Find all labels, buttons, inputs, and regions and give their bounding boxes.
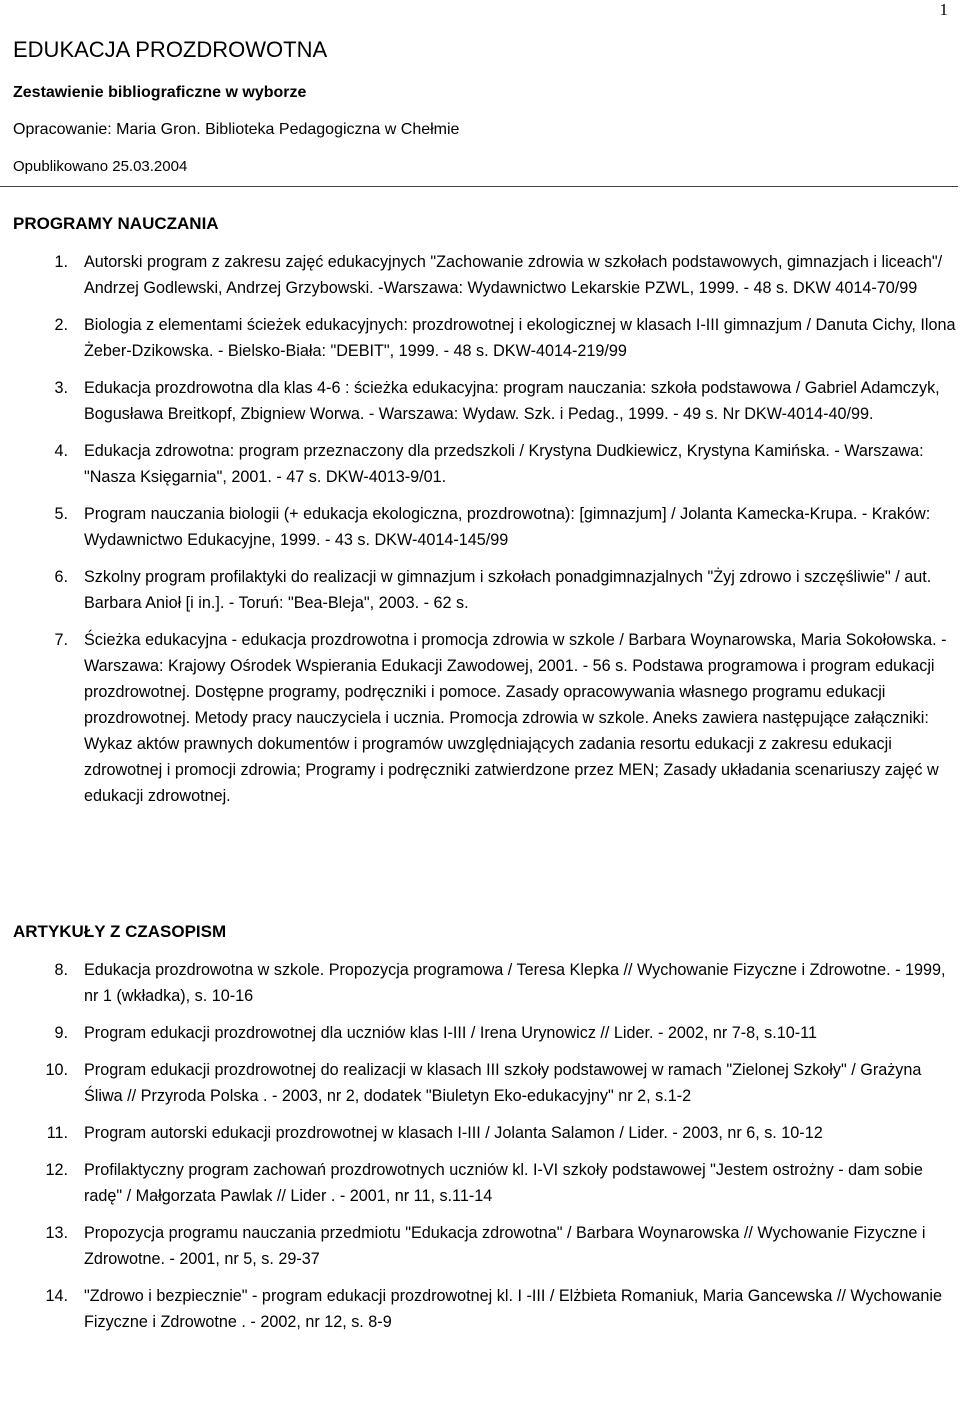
- bibliography-entry: [0, 1120, 960, 1146]
- entry-text: Ścieżka edukacyjna - edukacja prozdrowotna i promocja zdrowia w szkole / Barbara Woynarowska, Maria Sokołowska. - Warszawa: Krajowy Ośrodek Wspierania Edukacji Zawodowej, 2001. - 56 s. Podstawa programowa i program edukacji prozdrowotnej. Dostępne programy, podręczniki i pomoce. Zasady opracowywania własnego programu edukacji prozdrowotnej. Metody pracy nauczyciela i ucznia. Promocja zdrowia w szkole. Aneks zawiera następujące załączniki: Wykaz aktów prawnych dokumentów i programów uwzględniających zadania resortu edukacji z zakresu edukacji zdrowotnej i promocji zdrowia; Programy i podręczniki zatwierdzone przez MEN; Zasady układania scenariuszy zajęć w edukacji zdrowotnej.: [84, 631, 947, 805]
- bibliography-entry: [0, 249, 960, 301]
- bibliography-entry: [0, 1283, 960, 1335]
- entry-number: 4.: [54, 442, 68, 460]
- entry-text: Program edukacji prozdrowotnej dla uczniów klas I-III / Irena Urynowicz // Lider. - 2002, nr 7-8, s.10-11: [84, 1024, 817, 1042]
- bibliography-entry: [0, 501, 960, 553]
- section-heading-articles: ARTYKUŁY Z CZASOPISM: [13, 922, 227, 941]
- entry-number: 1.: [54, 253, 68, 271]
- header-divider: [0, 186, 958, 187]
- bibliography-entry: [0, 564, 960, 616]
- bibliography-entry: [0, 1220, 960, 1272]
- document-subtitle: Zestawienie bibliograficzne w wyborze: [13, 84, 307, 101]
- entry-text: Program autorski edukacji prozdrowotnej w klasach I-III / Jolanta Salamon / Lider. - 2003, nr 6, s. 10-12: [84, 1124, 823, 1142]
- bibliography-entry: [0, 375, 960, 427]
- entry-number: 5.: [54, 505, 68, 523]
- bibliography-list-programs: [0, 249, 960, 820]
- entry-number: 8.: [54, 961, 68, 979]
- bibliography-entry: [0, 627, 960, 809]
- entry-text: Program edukacji prozdrowotnej do realizacji w klasach III szkoły podstawowej w ramach "Zielonej Szkoły" / Grażyna Śliwa // Przyroda Polska . - 2003, nr 2, dodatek "Biuletyn Eko-edukacyjny" nr 2, s.1-2: [84, 1061, 922, 1105]
- bibliography-entry: [0, 312, 960, 364]
- bibliography-entry: [0, 1020, 960, 1046]
- entry-text: "Zdrowo i bezpiecznie" - program edukacji prozdrowotnej kl. I -III / Elżbieta Romaniuk, Maria Gancewska // Wychowanie Fizyczne i Zdrowotne . - 2002, nr 12, s. 8-9: [84, 1287, 942, 1331]
- entry-text: Szkolny program profilaktyki do realizacji w gimnazjum i szkołach ponadgimnazjalnych "Żyj zdrowo i szczęśliwie" / aut. Barbara Anioł [i in.]. - Toruń: "Bea-Bleja", 2003. - 62 s.: [84, 568, 932, 612]
- entry-text: Biologia z elementami ścieżek edukacyjnych: prozdrowotnej i ekologicznej w klasach I-III gimnazjum / Danuta Cichy, Ilona Żeber-Dzikowska. - Bielsko-Biała: "DEBIT", 1999. - 48 s. DKW-4014-219/99: [84, 316, 956, 360]
- entry-text: Autorski program z zakresu zajęć edukacyjnych "Zachowanie zdrowia w szkołach podstawowych, gimnazjach i liceach"/ Andrzej Godlewski, Andrzej Grzybowski. -Warszawa: Wydawnictwo Lekarskie PZWL, 1999. - 48 s. DKW 4014-70/99: [84, 253, 943, 297]
- entry-number: 10.: [45, 1061, 68, 1079]
- bibliography-list-articles: [0, 957, 960, 1346]
- entry-number: 13.: [45, 1224, 68, 1242]
- bibliography-entry: [0, 438, 960, 490]
- entry-number: 2.: [54, 316, 68, 334]
- bibliography-entry: [0, 1057, 960, 1109]
- bibliography-entry: [0, 957, 960, 1009]
- page-number: 1: [939, 0, 948, 19]
- published-date: Opublikowano 25.03.2004: [13, 158, 188, 175]
- entry-number: 14.: [45, 1287, 68, 1305]
- entry-text: Edukacja prozdrowotna dla klas 4-6 : ścieżka edukacyjna: program nauczania: szkoła podstawowa / Gabriel Adamczyk, Bogusława Breitkopf, Zbigniew Worwa. - Warszawa: Wydaw. Szk. i Pedag., 1999. - 49 s. Nr DKW-4014-40/99.: [84, 379, 940, 423]
- entry-text: Program nauczania biologii (+ edukacja ekologiczna, prozdrowotna): [gimnazjum] / Jolanta Kamecka-Krupa. - Kraków: Wydawnictwo Edukacyjne, 1999. - 43 s. DKW-4014-145/99: [84, 505, 931, 549]
- entry-text: Profilaktyczny program zachowań prozdrowotnych uczniów kl. I-VI szkoły podstawowej "Jestem ostrożny - dam sobie radę" / Małgorzata Pawlak // Lider . - 2001, nr 11, s.11-14: [84, 1161, 923, 1205]
- document-title: EDUKACJA PROZDROWOTNA: [13, 37, 328, 62]
- author-line: Opracowanie: Maria Gron. Biblioteka Pedagogiczna w Chełmie: [13, 121, 460, 138]
- bibliography-entry: [0, 1157, 960, 1209]
- entry-number: 9.: [54, 1024, 68, 1042]
- entry-number: 3.: [54, 379, 68, 397]
- entry-text: Edukacja prozdrowotna w szkole. Propozycja programowa / Teresa Klepka // Wychowanie Fizyczne i Zdrowotne. - 1999, nr 1 (wkładka), s. 10-16: [84, 961, 946, 1005]
- section-heading-programs: PROGRAMY NAUCZANIA: [13, 214, 219, 233]
- entry-text: Propozycja programu nauczania przedmiotu "Edukacja zdrowotna" / Barbara Woynarowska // Wychowanie Fizyczne i Zdrowotne. - 2001, nr 5, s. 29-37: [84, 1224, 926, 1268]
- entry-number: 11.: [46, 1124, 68, 1142]
- entry-number: 7.: [54, 631, 68, 649]
- entry-number: 6.: [54, 568, 68, 586]
- entry-text: Edukacja zdrowotna: program przeznaczony dla przedszkoli / Krystyna Dudkiewicz, Krystyna Kamińska. - Warszawa: "Nasza Księgarnia", 2001. - 47 s. DKW-4013-9/01.: [84, 442, 924, 486]
- entry-number: 12.: [45, 1161, 68, 1179]
